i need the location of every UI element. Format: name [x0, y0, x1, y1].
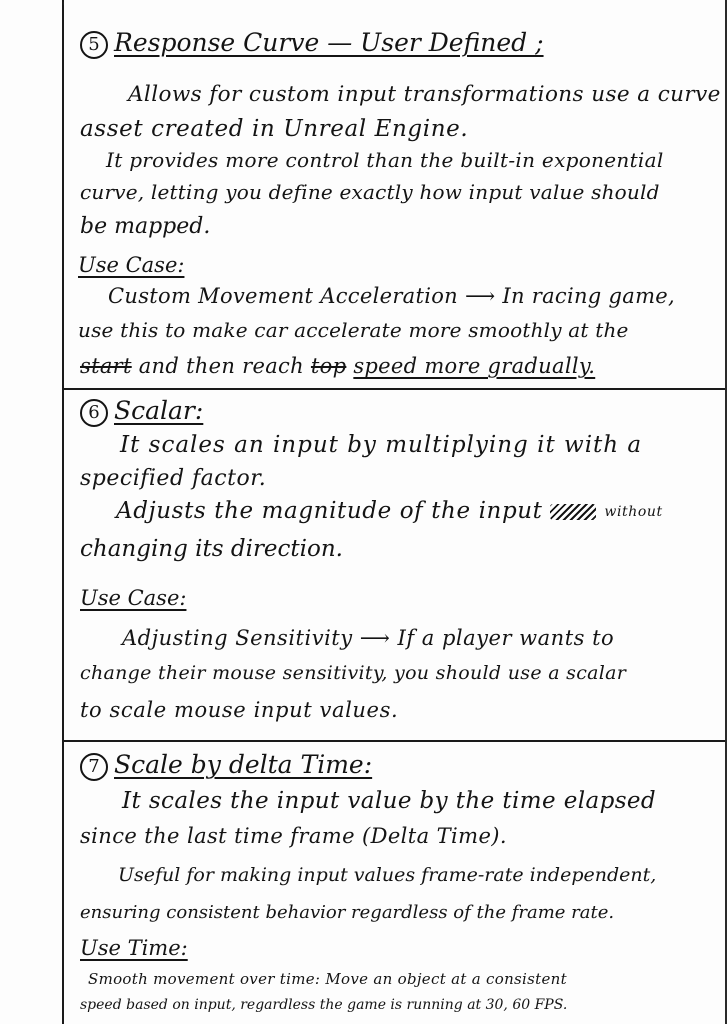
- s7-use-line-1: Smooth movement over time: Move an object at a consistent: [88, 970, 567, 988]
- s5-desc-line-1: Allows for custom input transformations use a curve: [128, 82, 721, 107]
- s5-use-line-3: start and then reach top speed more gradually.: [80, 354, 596, 378]
- s6-use-line-3: to scale mouse input values.: [80, 698, 399, 722]
- s5-use-case-label: Use Case:: [78, 253, 185, 277]
- s7-desc-line-2: since the last time frame (Delta Time).: [80, 824, 507, 848]
- section-5-number: 5: [80, 31, 108, 59]
- s7-use-time-label: Use Time:: [80, 936, 188, 960]
- s5-desc-line-3: It provides more control than the built-in exponential: [106, 148, 664, 172]
- section-7-heading: [80, 752, 372, 781]
- s6-use-line-2: change their mouse sensitivity, you should use a scalar: [80, 662, 627, 684]
- section-5-title: Response Curve — User Defined ;: [114, 28, 544, 57]
- s5-desc-line-5: be mapped.: [80, 214, 211, 239]
- page-left-edge: [62, 0, 64, 1024]
- s7-desc-line-1: It scales the input value by the time elapsed: [122, 788, 657, 814]
- section-7-title: Scale by delta Time:: [114, 750, 373, 779]
- section-7-number: 7: [80, 753, 108, 781]
- s5-use-line-1: Custom Movement Acceleration ⟶ In racing game,: [108, 284, 676, 308]
- s7-desc-line-3: Useful for making input values frame-rate independent,: [118, 864, 657, 886]
- s6-desc-line-3: Adjusts the magnitude of the input without: [116, 498, 663, 524]
- section-5-heading: [80, 30, 544, 59]
- corner-mark: ': [62, 0, 66, 13]
- s5-desc-line-4: curve, letting you define exactly how input value should: [80, 180, 660, 204]
- s5-desc-line-2: asset created in Unreal Engine.: [80, 116, 469, 142]
- s5-struck-word: start: [80, 354, 132, 378]
- section-6-heading: [80, 398, 203, 427]
- s7-desc-line-4: ensuring consistent behavior regardless of the frame rate.: [80, 902, 615, 923]
- crossed-out-scribble: [550, 504, 596, 520]
- s6-desc-line-2: specified factor.: [80, 466, 267, 491]
- s6-use-case-label: Use Case:: [80, 586, 187, 610]
- s5-struck-word-2: top: [310, 354, 347, 378]
- section-6-title: Scalar:: [114, 396, 204, 425]
- section-divider-1: [64, 388, 725, 390]
- section-6-number: 6: [80, 399, 108, 427]
- s5-use-line-2: use this to make car accelerate more smoothly at the: [78, 318, 629, 342]
- section-divider-2: [64, 740, 725, 742]
- s7-use-line-2: speed based on input, regardless the game is running at 30, 60 FPS.: [80, 997, 568, 1013]
- s6-desc-line-4: changing its direction.: [80, 536, 343, 562]
- s6-use-line-1: Adjusting Sensitivity ⟶ If a player wants to: [122, 626, 615, 650]
- s6-desc-line-1: It scales an input by multiplying it with a: [120, 432, 643, 458]
